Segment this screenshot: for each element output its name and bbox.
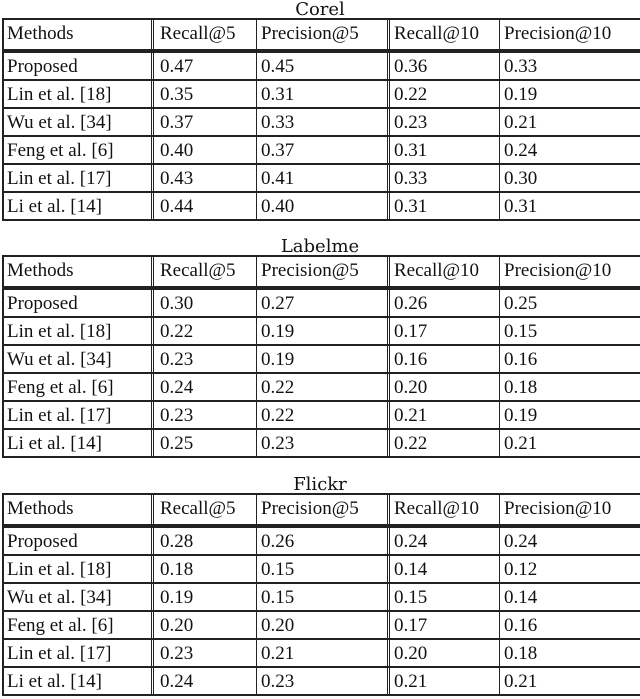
table-row [4, 638, 640, 666]
table-row [4, 316, 640, 344]
metric-cell: 0.33 [504, 56, 538, 77]
column-divider [256, 495, 257, 524]
column-header: Recall@10 [394, 498, 480, 519]
table-row [4, 288, 640, 316]
metric-cell: 0.30 [504, 168, 538, 189]
table-body [2, 526, 640, 696]
column-divider [256, 257, 257, 286]
column-divider [151, 51, 152, 219]
metric-cell: 0.16 [394, 349, 428, 370]
metric-cell: 0.21 [504, 433, 538, 454]
column-divider [499, 51, 500, 219]
method-cell: Wu et al. [34] [7, 349, 112, 370]
metric-cell: 0.18 [504, 643, 538, 664]
metric-cell: 0.22 [394, 84, 428, 105]
table-row [4, 582, 640, 610]
metric-cell: 0.37 [160, 112, 194, 133]
metric-cell: 0.24 [160, 671, 194, 692]
metric-cell: 0.14 [394, 559, 428, 580]
metric-cell: 0.19 [261, 349, 295, 370]
column-divider [151, 257, 152, 286]
column-divider [387, 288, 388, 456]
metric-cell: 0.25 [160, 433, 194, 454]
column-header: Methods [7, 260, 74, 281]
table-labelme [0, 236, 640, 454]
metric-cell: 0.33 [394, 168, 428, 189]
table-row [4, 554, 640, 582]
column-divider [151, 526, 152, 694]
method-cell: Feng et al. [6] [7, 615, 114, 636]
table-body [2, 288, 640, 458]
metric-cell: 0.19 [504, 405, 538, 426]
metric-cell: 0.21 [394, 671, 428, 692]
metric-cell: 0.15 [504, 321, 538, 342]
metric-cell: 0.33 [261, 112, 295, 133]
metric-cell: 0.47 [160, 56, 194, 77]
metric-cell: 0.19 [160, 587, 194, 608]
metric-cell: 0.27 [261, 293, 295, 314]
column-header: Methods [7, 23, 74, 44]
metric-cell: 0.43 [160, 168, 194, 189]
table-row [4, 135, 640, 163]
metric-cell: 0.25 [504, 293, 538, 314]
metric-cell: 0.15 [261, 559, 295, 580]
metric-cell: 0.23 [160, 405, 194, 426]
metric-cell: 0.20 [261, 615, 295, 636]
column-divider [499, 526, 500, 694]
metric-cell: 0.17 [394, 321, 428, 342]
method-cell: Wu et al. [34] [7, 587, 112, 608]
method-cell: Proposed [7, 293, 78, 314]
column-divider [153, 51, 154, 219]
metric-cell: 0.23 [394, 112, 428, 133]
column-divider [387, 20, 388, 49]
column-header: Recall@10 [394, 260, 480, 281]
metric-cell: 0.23 [160, 349, 194, 370]
metric-cell: 0.22 [261, 377, 295, 398]
column-divider [153, 20, 154, 49]
column-header: Precision@10 [504, 498, 612, 519]
header-row [2, 493, 640, 526]
column-header: Precision@5 [261, 260, 359, 281]
table-row [4, 428, 640, 456]
table-row [4, 191, 640, 219]
metric-cell: 0.24 [504, 140, 538, 161]
metric-cell: 0.22 [261, 405, 295, 426]
column-header: Precision@5 [261, 498, 359, 519]
metric-cell: 0.31 [504, 196, 538, 217]
metric-cell: 0.21 [261, 643, 295, 664]
metric-cell: 0.28 [160, 531, 194, 552]
metric-cell: 0.18 [504, 377, 538, 398]
metric-cell: 0.16 [504, 349, 538, 370]
column-divider [151, 288, 152, 456]
method-cell: Wu et al. [34] [7, 112, 112, 133]
table-caption: Labelme [280, 236, 360, 257]
column-divider [389, 288, 390, 456]
table-row [4, 344, 640, 372]
metric-cell: 0.21 [394, 405, 428, 426]
method-cell: Feng et al. [6] [7, 377, 114, 398]
column-divider [499, 495, 500, 524]
column-divider [499, 20, 500, 49]
metric-cell: 0.19 [504, 84, 538, 105]
metric-cell: 0.31 [394, 140, 428, 161]
column-divider [256, 288, 257, 456]
header-row [2, 255, 640, 288]
metric-cell: 0.17 [394, 615, 428, 636]
column-header: Methods [7, 498, 74, 519]
method-cell: Li et al. [14] [7, 433, 102, 454]
column-divider [256, 20, 257, 49]
metric-cell: 0.23 [160, 643, 194, 664]
column-divider [499, 288, 500, 456]
method-cell: Lin et al. [18] [7, 321, 112, 342]
column-divider [256, 51, 257, 219]
column-divider [499, 257, 500, 286]
metric-cell: 0.26 [261, 531, 295, 552]
method-cell: Lin et al. [17] [7, 405, 112, 426]
metric-cell: 0.15 [261, 587, 295, 608]
table-row [4, 526, 640, 554]
metric-cell: 0.35 [160, 84, 194, 105]
metric-cell: 0.14 [504, 587, 538, 608]
column-divider [256, 526, 257, 694]
metric-cell: 0.44 [160, 196, 194, 217]
column-divider [387, 495, 388, 524]
metric-cell: 0.15 [394, 587, 428, 608]
column-divider [153, 257, 154, 286]
column-divider [389, 526, 390, 694]
table-corel [0, 0, 640, 217]
table-row [4, 666, 640, 694]
column-header: Precision@5 [261, 23, 359, 44]
method-cell: Proposed [7, 531, 78, 552]
column-divider [389, 51, 390, 219]
table-row [4, 400, 640, 428]
metric-cell: 0.31 [394, 196, 428, 217]
column-divider [387, 257, 388, 286]
metric-cell: 0.37 [261, 140, 295, 161]
metric-cell: 0.18 [160, 559, 194, 580]
table-row [4, 372, 640, 400]
method-cell: Lin et al. [17] [7, 643, 112, 664]
table-caption: Corel [295, 0, 345, 20]
table-row [4, 79, 640, 107]
column-header: Precision@10 [504, 23, 612, 44]
column-divider [153, 288, 154, 456]
metric-cell: 0.31 [261, 84, 295, 105]
table-flickr [0, 474, 640, 692]
column-divider [151, 20, 152, 49]
column-header: Recall@5 [160, 23, 236, 44]
column-divider [389, 495, 390, 524]
column-header: Recall@10 [394, 23, 480, 44]
metric-cell: 0.41 [261, 168, 295, 189]
metric-cell: 0.21 [504, 671, 538, 692]
table-body [2, 51, 640, 221]
metric-cell: 0.30 [160, 293, 194, 314]
metric-cell: 0.40 [261, 196, 295, 217]
table-row [4, 107, 640, 135]
method-cell: Lin et al. [18] [7, 84, 112, 105]
column-divider [387, 526, 388, 694]
table-row [4, 610, 640, 638]
column-divider [151, 495, 152, 524]
header-row [2, 18, 640, 51]
metric-cell: 0.20 [394, 377, 428, 398]
column-header: Precision@10 [504, 260, 612, 281]
method-cell: Li et al. [14] [7, 196, 102, 217]
metric-cell: 0.24 [394, 531, 428, 552]
method-cell: Lin et al. [17] [7, 168, 112, 189]
column-header: Recall@5 [160, 498, 236, 519]
column-divider [389, 257, 390, 286]
metric-cell: 0.12 [504, 559, 538, 580]
metric-cell: 0.24 [160, 377, 194, 398]
column-divider [153, 526, 154, 694]
metric-cell: 0.23 [261, 671, 295, 692]
table-row [4, 163, 640, 191]
method-cell: Proposed [7, 56, 78, 77]
metric-cell: 0.26 [394, 293, 428, 314]
table-caption: Flickr [293, 474, 347, 495]
metric-cell: 0.40 [160, 140, 194, 161]
metric-cell: 0.36 [394, 56, 428, 77]
metric-cell: 0.23 [261, 433, 295, 454]
column-divider [387, 51, 388, 219]
metric-cell: 0.21 [504, 112, 538, 133]
metric-cell: 0.22 [160, 321, 194, 342]
metric-cell: 0.45 [261, 56, 295, 77]
metric-cell: 0.19 [261, 321, 295, 342]
column-divider [389, 20, 390, 49]
method-cell: Feng et al. [6] [7, 140, 114, 161]
column-header: Recall@5 [160, 260, 236, 281]
metric-cell: 0.20 [160, 615, 194, 636]
column-divider [153, 495, 154, 524]
metric-cell: 0.22 [394, 433, 428, 454]
metric-cell: 0.20 [394, 643, 428, 664]
table-row [4, 51, 640, 79]
metric-cell: 0.16 [504, 615, 538, 636]
method-cell: Lin et al. [18] [7, 559, 112, 580]
method-cell: Li et al. [14] [7, 671, 102, 692]
metric-cell: 0.24 [504, 531, 538, 552]
